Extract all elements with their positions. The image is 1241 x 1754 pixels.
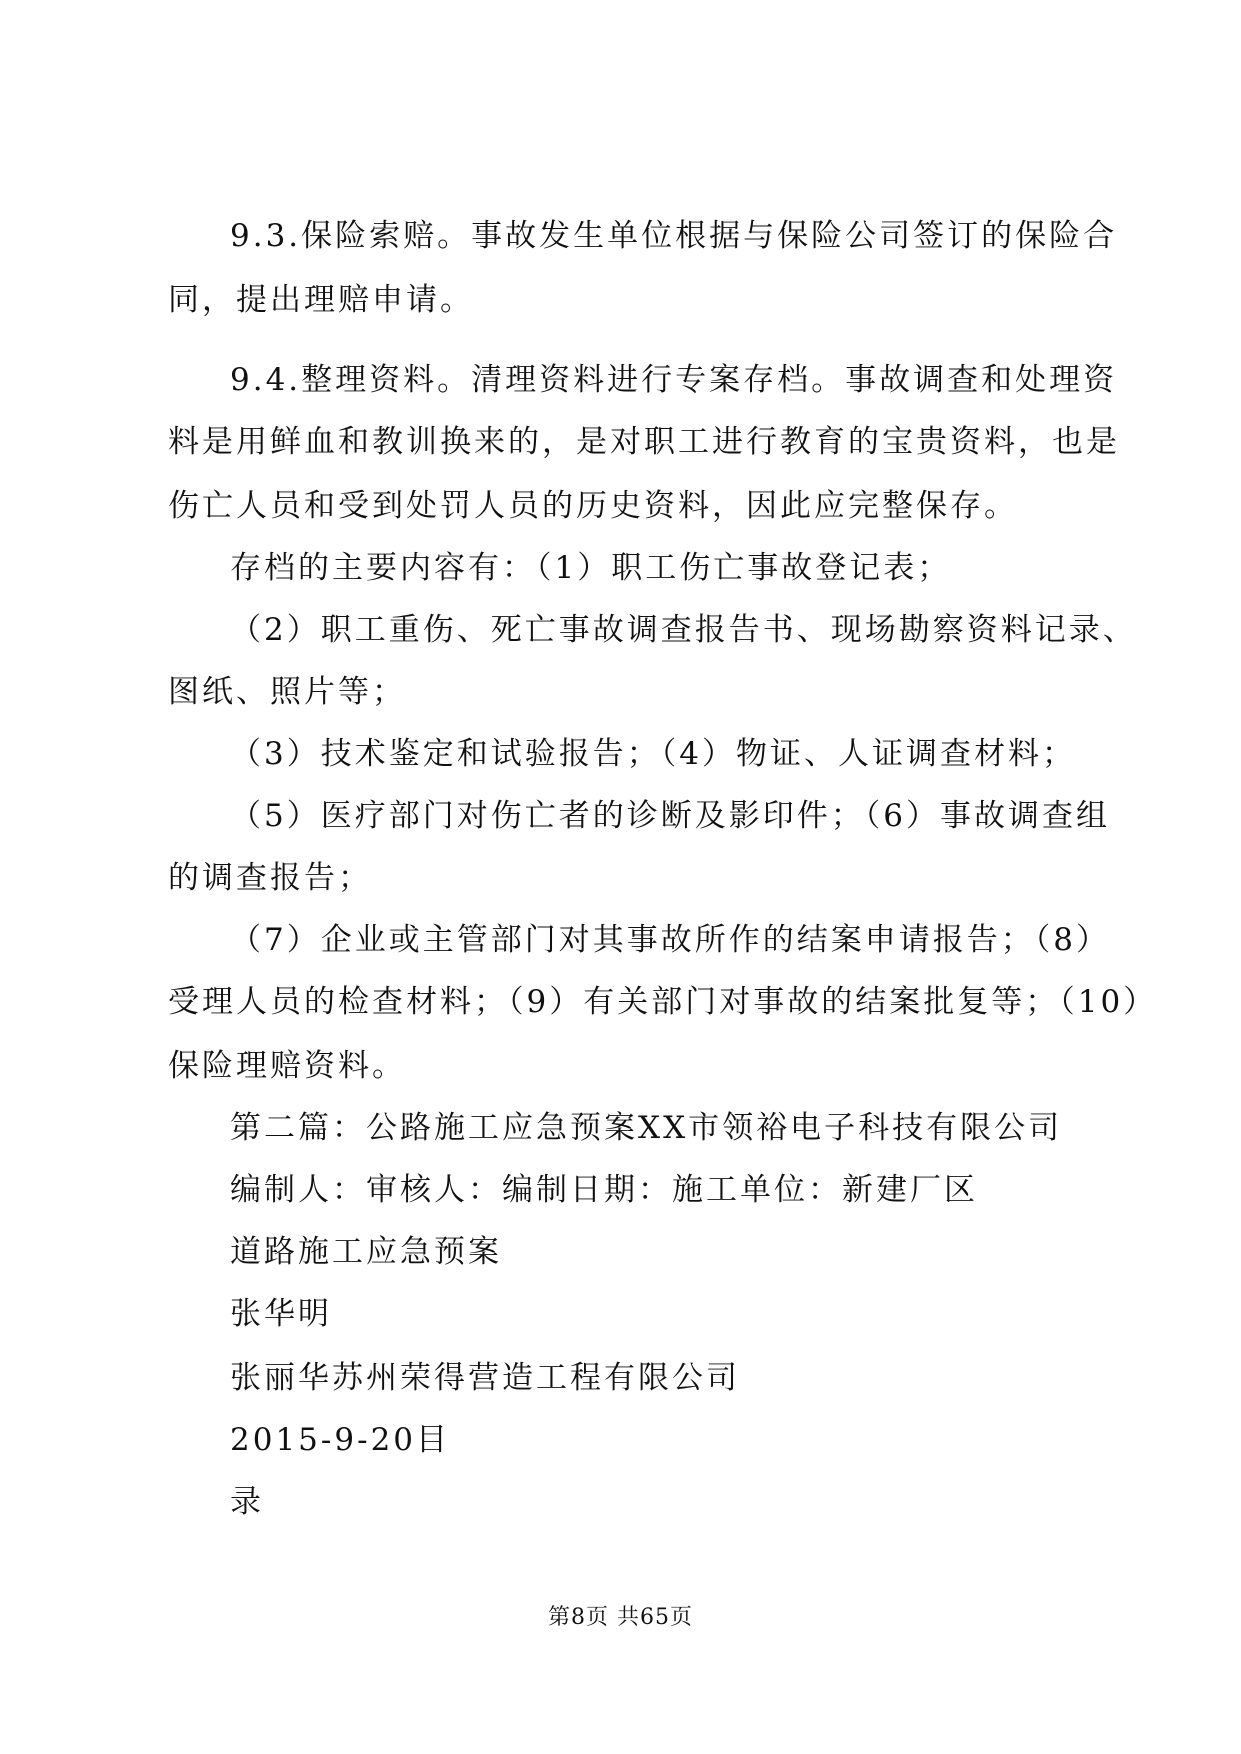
text-line: 料是用鲜血和教训换来的，是对职工进行教育的宝贵资料，也是 [168, 424, 1120, 460]
text-line: 受理人员的检查材料；（9）有关部门对事故的结案批复等；（10） [168, 984, 1158, 1020]
text-line: 同，提出理赔申请。 [168, 282, 474, 318]
page-number-footer: 第8页 共65页 [548, 1605, 693, 1630]
text-line: 道路施工应急预案 [230, 1234, 502, 1270]
text-line: （7）企业或主管部门对其事故所作的结案申请报告；（8） [230, 922, 1110, 958]
text-line: 录 [230, 1484, 264, 1520]
text-line: 存档的主要内容有：（1）职工伤亡事故登记表； [230, 550, 952, 586]
text-line: 2015-9-20目 [230, 1422, 451, 1458]
text-line: 保险理赔资料。 [168, 1048, 406, 1084]
text-line: （5）医疗部门对伤亡者的诊断及影印件；（6）事故调查组 [230, 798, 1110, 834]
text-line: 9.4.整理资料。清理资料进行专案存档。事故调查和处理资 [230, 362, 1118, 398]
text-line: 第二篇：公路施工应急预案XX市领裕电子科技有限公司 [230, 1110, 1063, 1146]
text-line: 张华明 [230, 1296, 332, 1332]
text-line: （2）职工重伤、死亡事故调查报告书、现场勘察资料记录、 [230, 612, 1137, 648]
text-line: 图纸、照片等； [168, 674, 406, 710]
text-line: 的调查报告； [168, 860, 372, 896]
text-line: 编制人：审核人：编制日期：施工单位：新建厂区 [230, 1172, 978, 1208]
text-line: （3）技术鉴定和试验报告；（4）物证、人证调查材料； [230, 736, 1076, 772]
text-line: 张丽华苏州荣得营造工程有限公司 [230, 1360, 740, 1396]
text-line: 伤亡人员和受到处罚人员的历史资料，因此应完整保存。 [168, 488, 1018, 524]
text-line: 9.3.保险索赔。事故发生单位根据与保险公司签订的保险合 [230, 218, 1118, 254]
